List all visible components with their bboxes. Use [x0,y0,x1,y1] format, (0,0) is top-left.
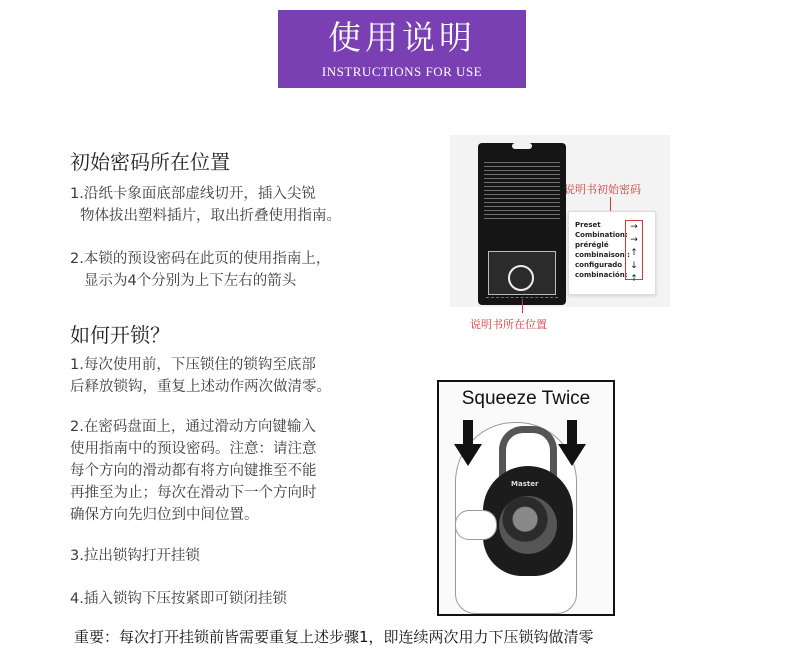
title-zh: 使用说明 [328,18,476,57]
dial-icon [499,496,557,554]
instruction-card-text: Preset Combination: préréglé combinaison : configurado combinación: [575,221,630,279]
arrow-1-icon: → [630,222,638,232]
down-arrow-right-icon [567,420,577,446]
section2-step4: 4.插入锁钩下压按紧即可锁闭挂锁 [70,591,287,607]
manual-location-image [450,135,670,335]
section2-step1-line1: 1.每次使用前，下压锁住的锁钩至底部 [70,357,316,373]
section2-step2-line2: 使用指南中的预设密码。注意：请注意 [70,441,317,457]
arrow-code-box [625,220,643,284]
section2-step3: 3.拉出锁钩打开挂锁 [70,548,200,564]
initial-code-label: 说明书初始密码 [564,183,641,196]
section2-step2-line1: 2.在密码盘面上，通过滑动方向键输入 [70,419,316,435]
squeeze-caption: Squeeze Twice [461,388,591,409]
title-banner [278,10,526,88]
section2-heading: 如何开锁？ [70,323,170,347]
squeeze-twice-image [437,380,615,616]
manual-location-label: 说明书所在位置 [470,318,547,331]
section2-step2-line3: 每个方向的滑动都有将方向键推至不能 [70,463,317,479]
packaging-card [478,143,566,305]
title-en: INSTRUCTIONS FOR USE [321,64,483,79]
section2-step2-line4: 再推至为止；每次在滑动下一个方向时 [70,485,317,501]
section2-step1-line2: 后释放锁钩，重复上述动作两次做清零。 [70,379,331,395]
instruction-card [568,211,656,295]
down-arrow-left-icon [463,420,473,446]
arrow-5-icon: ↑ [630,274,638,284]
section1-step2-line1: 2.本锁的预设密码在此页的使用指南上， [70,251,331,267]
section1-step2-line2: 显示为4个分别为上下左右的箭头 [84,273,297,289]
brand-label: Master [511,480,539,488]
cut-line [486,297,558,298]
section2-step2-line5: 确保方向先归位到中间位置。 [70,507,259,523]
section1-step1-line1: 1.沿纸卡象面底部虚线切开，插入尖锐 [70,186,316,202]
arrow-4-icon: ↓ [630,261,638,271]
section1-step1-line2: 物体拔出塑料插片，取出折叠使用指南。 [80,208,341,224]
dial-icon [508,265,534,291]
arrow-2-icon: → [630,235,638,245]
thumb-outline [455,510,497,540]
arrow-3-icon: ↑ [630,248,638,258]
important-note: 重要：每次打开挂锁前皆需要重复上述步骤1，即连续两次用力下压锁钩做清零 [74,628,594,646]
section1-heading: 初始密码所在位置 [70,150,230,174]
